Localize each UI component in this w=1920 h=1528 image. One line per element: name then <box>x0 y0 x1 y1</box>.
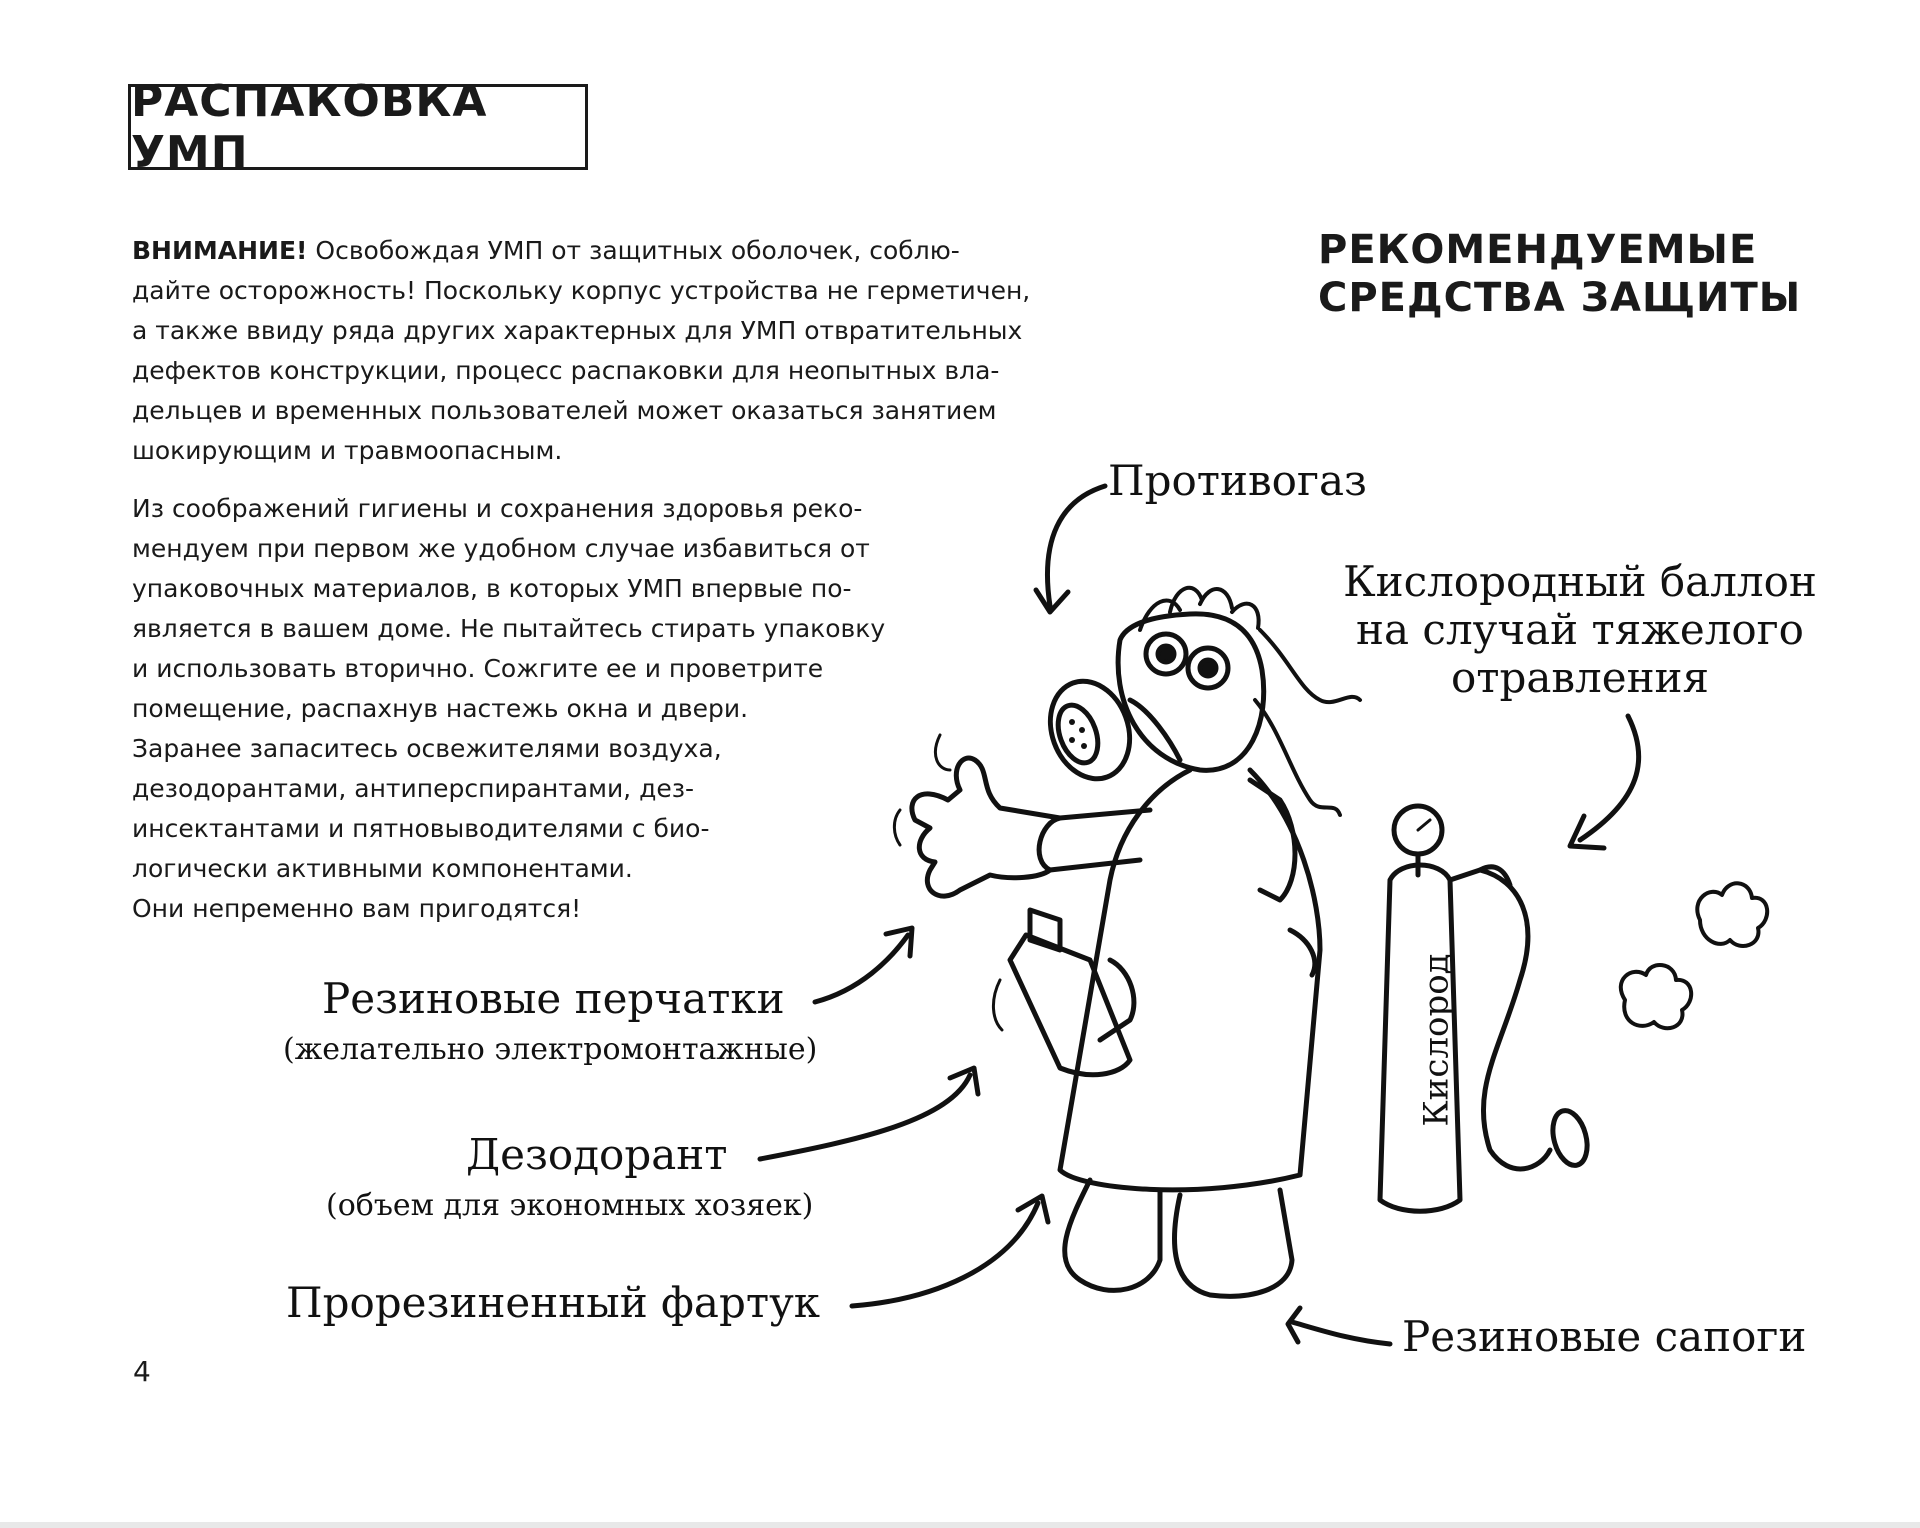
advice-line-5: и использовать вторично. Сожгите ее и проветрите <box>132 654 824 683</box>
advice-line-2: мендуем при первом же удобном случае избавиться от <box>132 534 870 563</box>
advice-line-8: дезодорантами, антиперспирантами, дез- <box>132 774 695 803</box>
rubber-glove-icon <box>894 735 1060 896</box>
oxygen-label-line-3: отравления <box>1450 653 1710 702</box>
oxygen-label-line-1: Кислородный баллон <box>1343 557 1817 606</box>
gas-mask-arrow-icon <box>1036 486 1105 612</box>
warning-line-5: дельцев и временных пользователей может оказаться занятием <box>132 396 997 425</box>
oxygen-label-line-2: на случай тяжелого <box>1356 605 1804 654</box>
advice-line-4: является в вашем доме. Не пытайтесь стирать упаковку <box>132 614 886 643</box>
warning-line-1-text: Освобождая УМП от защитных оболочек, соблю- <box>307 236 960 265</box>
deodorant-arrow-icon <box>760 1068 978 1159</box>
rubber-boots-icon <box>1065 1180 1292 1296</box>
side-heading-line-2: СРЕДСТВА ЗАЩИТЫ <box>1318 275 1802 321</box>
gloves-arrow-icon <box>815 928 912 1002</box>
character-body <box>1039 770 1320 1190</box>
advice-line-1: Из соображений гигиены и сохранения здоровья реко- <box>132 494 863 523</box>
apron-label: Прорезиненный фартук <box>286 1278 821 1327</box>
deodorant-label: Дезодорант <box>466 1130 728 1179</box>
advice-line-10: логически активными компонентами. <box>132 854 633 883</box>
gloves-label: Резиновые перчатки <box>322 974 785 1023</box>
character-head <box>1118 614 1264 770</box>
gas-mask-icon <box>1037 670 1180 790</box>
oxygen-label <box>1340 558 1820 702</box>
boots-arrow-icon <box>1288 1308 1390 1344</box>
deodorant-can-icon <box>993 910 1133 1075</box>
cylinder-label: Кислород <box>1416 953 1457 1127</box>
deodorant-note: (объем для экономных хозяек) <box>326 1188 814 1223</box>
page-number: 4 <box>133 1355 151 1388</box>
page-title-text: РАСПАКОВКА УМП <box>131 76 488 178</box>
advice-line-11: Они непременно вам пригодятся! <box>132 894 582 923</box>
gloves-note: (желательно электромонтажные) <box>283 1032 818 1067</box>
gas-mask-label: Противогаз <box>1108 456 1367 505</box>
warning-line-2: дайте осторожность! Поскольку корпус устройства не герметичен, <box>132 276 1031 305</box>
advice-line-7: Заранее запаситесь освежителями воздуха, <box>132 734 722 763</box>
advice-line-9: инсектантами и пятновыводителями с био- <box>132 814 710 843</box>
warning-line-4: дефектов конструкции, процесс распаковки для неопытных вла- <box>132 356 1000 385</box>
scan-edge <box>0 1522 1920 1528</box>
gas-puff-icon <box>1621 883 1767 1028</box>
side-heading-line-1: РЕКОМЕНДУЕМЫЕ <box>1318 227 1758 273</box>
apron-arrow-icon <box>852 1196 1048 1306</box>
boots-label: Резиновые сапоги <box>1402 1312 1807 1361</box>
advice-line-3: упаковочных материалов, в которых УМП впервые по- <box>132 574 852 603</box>
oxygen-cylinder-icon <box>1380 806 1593 1211</box>
warning-line-3: а также ввиду ряда других характерных для УМП отвратительных <box>132 316 1023 345</box>
oxygen-arrow-icon <box>1570 716 1639 848</box>
advice-line-6: помещение, распахнув настежь окна и двери. <box>132 694 749 723</box>
warning-line-6: шокирующим и травмоопасным. <box>132 436 563 465</box>
warning-lead: ВНИМАНИЕ! <box>132 236 308 265</box>
